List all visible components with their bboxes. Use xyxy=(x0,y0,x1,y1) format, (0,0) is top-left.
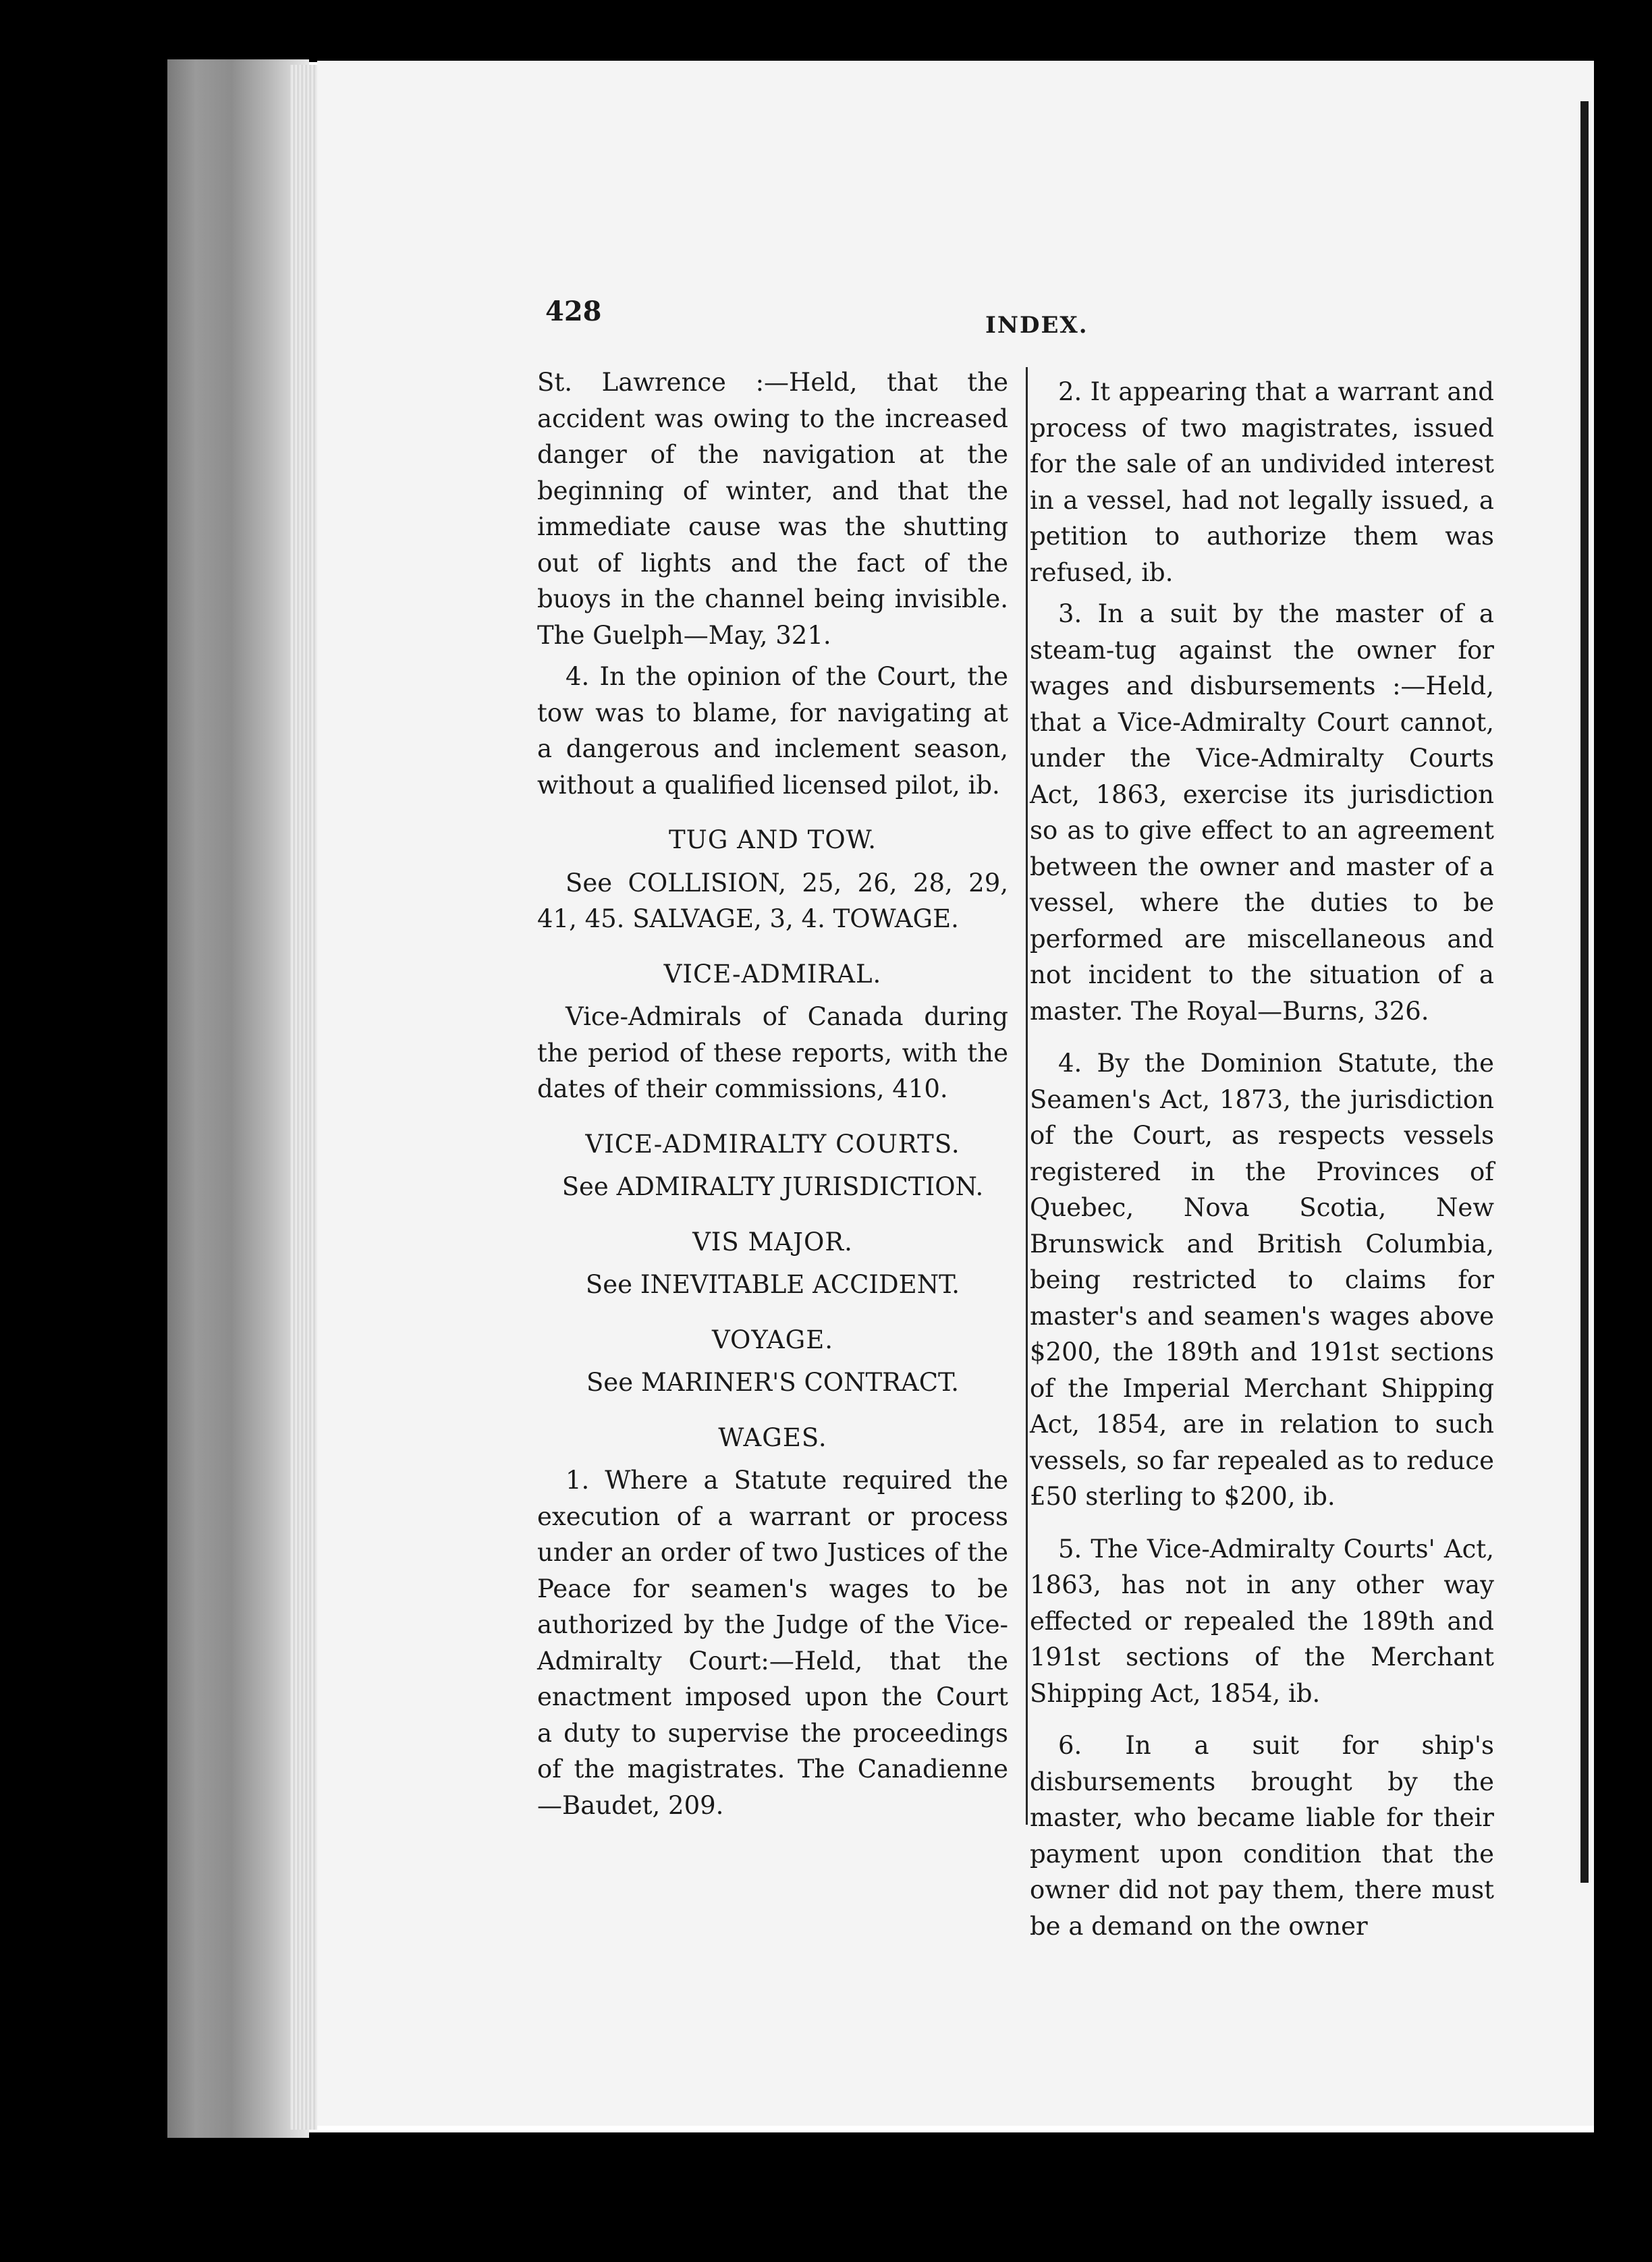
scan-border-top xyxy=(0,0,1652,62)
index-entry: 2. It appearing that a warrant and process of two magistrates, issued for the sale of an undivided interest in a vessel, had not legally issued, a petition to authorize them was refused, ib. xyxy=(1030,377,1494,587)
left-column xyxy=(537,364,1008,1829)
section-heading: TUG AND TOW. xyxy=(668,825,877,854)
section-heading: VICE-ADMIRALTY COURTS. xyxy=(585,1129,960,1159)
index-entry: 1. Where a Statute required the execution of a warrant or process under an order of two Justices of the Peace for seamen's wages to be authorized by the Judge of the Vice-Admiralty Court:—Held, that the enactment imposed upon the Court a duty to supervise the proceedings of the magistrates. The Canadienne—Baudet, 209. xyxy=(537,1466,1008,1820)
column-divider xyxy=(1026,367,1028,1825)
section-heading: VOYAGE. xyxy=(711,1325,833,1354)
book-spine xyxy=(167,59,309,2138)
section-heading: VICE-ADMIRAL. xyxy=(663,959,882,989)
index-entry: 3. In a suit by the master of a steam-tug against the owner for wages and disbursements :—Held, that a Vice-Admiralty Court cannot, under the Vice-Admiralty Courts Act, 1863, exercise its jurisdiction so as to give effect to an agreement between the owner and master of a vessel, where the duties to be performed are miscellaneous and not incident to the situation of a master. The Royal—Burns, 326. xyxy=(1030,599,1494,1026)
scan-border-bottom xyxy=(0,2132,1652,2262)
page-edges xyxy=(290,65,317,2130)
right-column xyxy=(1030,374,1494,1950)
scan-border-right xyxy=(1594,0,1652,2262)
scan-border-left xyxy=(0,0,169,2262)
page-number: 428 xyxy=(545,296,602,327)
index-entry: St. Lawrence :—Held, that the accident was owing to the increased danger of the navigation at the beginning of winter, and that the immediate cause was the shutting out of lights and the fact of the buoys in the channel being invisible. The Guelph—May, 321. xyxy=(537,368,1008,650)
index-entry: See COLLISION, 25, 26, 28, 29, 41, 45. SALVAGE, 3, 4. TOWAGE. xyxy=(537,868,1008,933)
index-entry: 4. In the opinion of the Court, the tow was to blame, for navigating at a dangerous and inclement season, without a qualified licensed pilot, ib. xyxy=(537,662,1008,800)
index-entry: 4. By the Dominion Statute, the Seamen's Act, 1873, the jurisdiction of the Court, as respects vessels registered in the Provinces of Quebec, Nova Scotia, New Brunswick and British Columbia, being restricted to claims for master's and seamen's wages above $200, the 189th and 191st sections of the Imperial Merchant Shipping Act, 1854, are in relation to such vessels, so far repealed as to reduce £50 sterling to $200, ib. xyxy=(1030,1049,1494,1511)
cross-reference: See INEVITABLE ACCIDENT. xyxy=(585,1270,960,1299)
index-entry: 5. The Vice-Admiralty Courts' Act, 1863, has not in any other way effected or repealed the 189th and 191st sections of the Merchant Shipping Act, 1854, ib. xyxy=(1030,1534,1494,1708)
running-title: INDEX. xyxy=(985,312,1089,339)
section-heading: WAGES. xyxy=(718,1423,827,1452)
cross-reference: See ADMIRALTY JURISDICTION. xyxy=(561,1172,984,1201)
index-entry: 6. In a suit for ship's disbursements brought by the master, who became liable for their payment upon condition that the owner did not pay them, there must be a demand on the owner xyxy=(1030,1731,1494,1941)
facing-page-edge xyxy=(1580,101,1589,1883)
cross-reference: See MARINER'S CONTRACT. xyxy=(586,1368,960,1397)
index-entry: Vice-Admirals of Canada during the period of these reports, with the dates of their commissions, 410. xyxy=(537,1002,1008,1103)
section-heading: VIS MAJOR. xyxy=(692,1227,853,1257)
